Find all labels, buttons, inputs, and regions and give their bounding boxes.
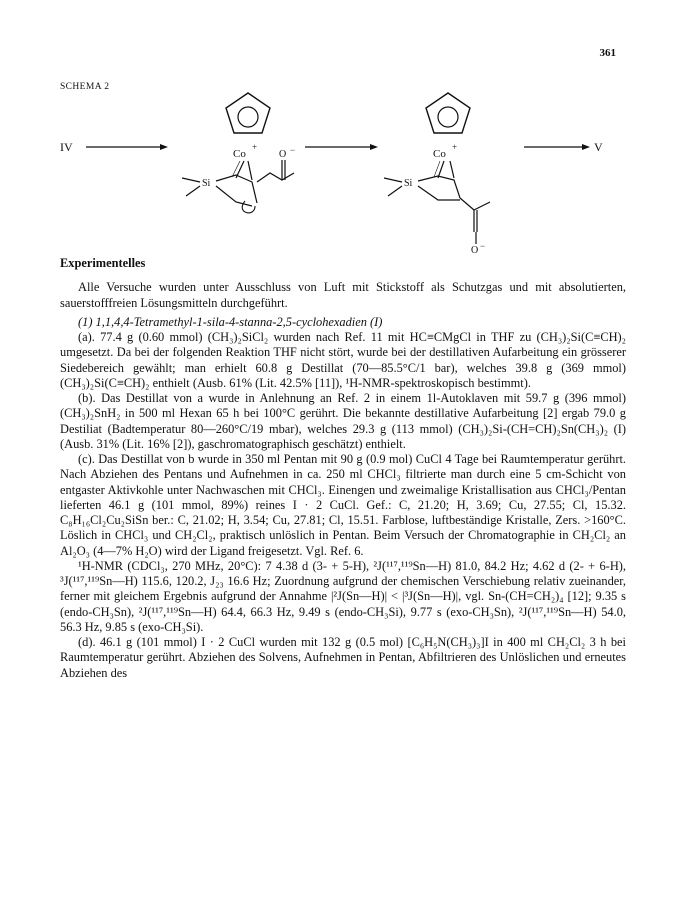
compound-v-label: V — [594, 140, 603, 154]
compound-iv-label: IV — [60, 140, 73, 154]
o-label-right: O — [471, 245, 479, 256]
paragraph-c: (c). Das Destillat von b wurde in 350 ml Pentan mit 90 g (0.9 mol) CuCl 4 Tage bei Raumtemperatur gerührt. Nach Abziehen des Pentans und Aufnehmen in ca. 250 ml CHCl₃ filtrierte man durch eine 5 cm-Schicht von entgaster Aktivkohle unter Nachwaschen mit CHCl₃. Einengen und zweimalige Kristallisation aus CHCl₃/Pentan lieferten 46.1 g (101 mmol, 89%) reines I · 2 CuCl. Gef.: C, 21.20; H, 3.69; Cu, 27.55; Cl, 15.32. C₈H₁₆Cl₂Cu₂SiSn ber.: C, 21.02; H, 3.54; Cu, 27.81; Cl, 15.51. Farblose, luftbeständige Kristalle, Zers. >160°C. Löslich in CHCl₃ und CH₂Cl₂, praktisch unlöslich in Pentan. Beim Versuch der Chromatographie in CH₂Cl₂ an Al₂O₃ (4—7% H₂O) wird der Ligand freigesetzt. Vgl. Ref. 6. — [60, 452, 626, 558]
co-label-left: Co — [233, 148, 246, 160]
paragraph-b: (b). Das Destillat von a wurde in Anlehnung an Ref. 2 in einem 1l-Autoklaven mit 59.7 g (396 mmol) (CH₃)₂SnH₂ in 500 ml Hexan 65 h bei 100°C gerührt. Die bekannte destillative Aufarbeitung [2] ergab 79.0 g Destiliat (Badtemperatur 80—260°C/19 mbar), welches 29.3 g (113 mmol) (CH₃)₂Si-(CH=CH)₂Sn(CH₃)₂ (I) (Ausb. 31% (Lit. 16% [2]), gaschromatographisch geschätzt) enthielt. — [60, 391, 626, 451]
o-charge-right: − — [480, 241, 486, 251]
nmr-paragraph: ¹H-NMR (CDCl₃, 270 MHz, 20°C): 7 4.38 d (3- + 5-H), ²J(¹¹⁷,¹¹⁹Sn—H) 81.0, 84.2 Hz; 4.62 d (2- + 6-H), ³J(¹¹⁷,¹¹⁹Sn—H) 115.6, 120.2, J₂₃ 16.6 Hz; Zuordnung aufgrund der chemischen Verschiebung relativ zueinander, ferner mit gleichem Ergebnis aufgrund der Annahme |²J(Sn—H)| < |³J(Sn—H)|, vgl. Sn-(CH=CH₂)₄ [12]; 9.35 s (endo-CH₃Sn), ²J(¹¹⁷,¹¹⁹Sn—H) 64.4, 66.3 Hz, 9.49 s (endo-CH₃Si), 9.77 s (exo-CH₃Sn), ²J(¹¹⁷,¹¹⁹Sn—H) 54.0, 56.3 Hz, 9.85 s (exo-CH₃Si). — [60, 558, 626, 634]
rotation-arrow — [242, 201, 255, 213]
scheme-label: SCHEMA 2 — [60, 82, 110, 92]
co-label-right: Co — [433, 148, 446, 160]
o-charge-left: − — [290, 145, 296, 155]
co-charge-left: + — [252, 142, 258, 152]
experimental-section — [60, 256, 626, 681]
intro-paragraph: Alle Versuche wurden unter Ausschluss von Luft mit Stickstoff als Schutzgas und mit absolutierten, sauerstofffreien Lösungsmitteln durchgeführt. — [60, 280, 626, 310]
cp-ring-right — [426, 93, 470, 133]
cp-ring-left — [226, 93, 270, 133]
section-heading: Experimentelles — [60, 256, 146, 270]
si-label-left: Si — [202, 178, 211, 189]
o-label-left: O — [279, 149, 287, 160]
paragraph-a: (a). 77.4 g (0.60 mmol) (CH₃)₂SiCl₂ wurden nach Ref. 11 mit HC≡CMgCl in THF zu (CH₃)₂Si(C≡CH)₂ umgesetzt. Da bei der folgenden Reaktion THF nicht stört, wurde bei der destillativen Aufarbeitung ein grösserer Siedebereich gewählt; man erhielt 60.8 g Destillat (70—85.5°C/1 bar), welches 39.8 g (369 mmol) (CH₃)₂Si(C≡CH)₂ enthielt (Ausb. 61% (Lit. 42.5% [11]), ¹H-NMR-spektroskopisch bestimmt). — [60, 330, 626, 390]
arrow-left-head — [160, 144, 168, 150]
si-label-right: Si — [404, 178, 413, 189]
reaction-scheme — [50, 78, 610, 258]
page-number: 361 — [599, 47, 616, 59]
subsection-title: (1) 1,1,4,4-Tetramethyl-1-sila-4-stanna-2,5-cyclohexadien (I) — [78, 314, 383, 329]
co-charge-right: + — [452, 142, 458, 152]
paragraph-d: (d). 46.1 g (101 mmol) I · 2 CuCl wurden mit 132 g (0.5 mol) [C₆H₅N(CH₃)₃]I in 400 ml CH₂Cl₂ 3 h bei Raumtemperatur gerührt. Abziehen des Solvens, Aufnehmen in Pentan, Abfiltrieren des Unlöslichen und erneutes Abziehen des — [60, 635, 626, 680]
